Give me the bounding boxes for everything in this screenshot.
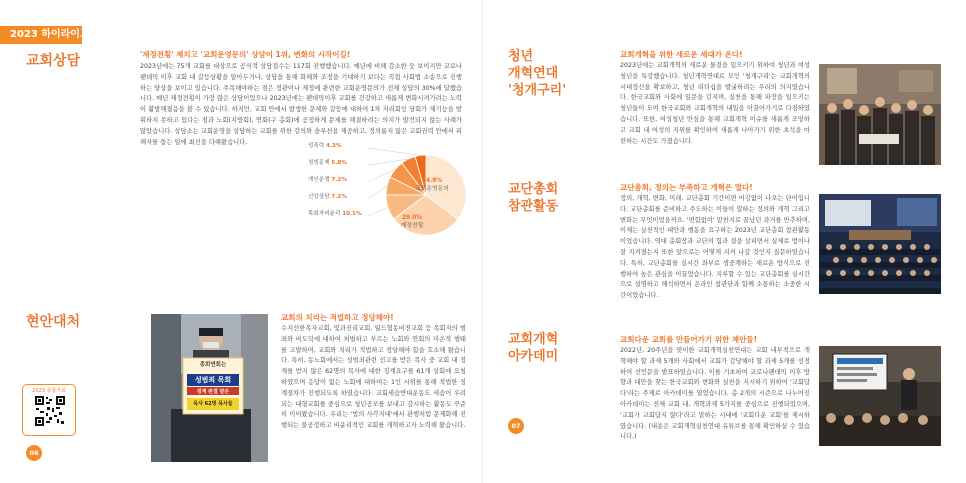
leader-line-7 [368, 148, 421, 155]
pie-label-2 [388, 215, 436, 230]
leader-line-3 [368, 207, 388, 216]
counsel-pie-chart [308, 133, 468, 263]
headline-academy: 교회다운 교회를 만들어가기 위한 제안들! [620, 335, 758, 344]
sign-line2: 성범죄 목회 [194, 376, 232, 384]
section-title-current: 현안대처 [26, 314, 81, 330]
pie-label-category: 재정전횡 [400, 222, 424, 229]
section-title-counsel: 교회상담 [26, 53, 81, 69]
body-counsel-bottom [140, 147, 305, 205]
legend-category: 신앙상담 [308, 194, 332, 200]
pie-svg [308, 133, 468, 263]
pie-label-1 [408, 178, 456, 193]
headline-current: 교회의 치리는 적법하고 정당해야! [281, 313, 394, 322]
pie-label-value: 29.0% [401, 215, 423, 221]
page-number-left: 06 [26, 445, 42, 461]
body-current: 수지선한목자교회, 빛과진리교회, 월드협동비전교회 등 목회자의 범죄와 비도덕에 대하여 처벌하고 부르는 노회와 연회의 미온적 행태를 고발하며, 교회와 치리가 적법하고 정당해야 함을 호소해 왔습니다. 특히, 동노회에서는 성범죄관련 선고를 받은 목사 중 교회 내 징계를 받지 않은 62명의 목사에 대한 징계요구를 61개 상회에 요청하였으며 응답이 없는 노회에 대하여는 1인 시위를 통해 적법한 징계절차가 진행되도록 하였습니다. 교회세습반대운동도 세습이 우려되는 대형교회를 중심으로 청년공모를 보내고 감시하는 활동도 꾸준히 이어왔습니다. 우리는 '법의 사각지대'에서 관행처럼 문제화해 진행되는 불공정하고 비윤리적인 교회를 개혁하고자 노력해 왔습니다. [281, 325, 466, 430]
legend-value: 4.3% [326, 143, 342, 149]
section-title-general: 교단총회 참관활동 [508, 182, 559, 214]
body-general: 정의, 개혁, 변화, 미래. 교단총회 기간이면 어김없이 나오는 단어입니다. 교단총회를 준비하고 주도하는 이들이 말하는 정의와 개혁 그리고 변화는 무엇이었을까요. '변함없이' 맡찬지로 끝났던 과거를 반추하며, 이제는 실천적인 대안과 행동을 요구하는 2023년 교단총회 참관활동이었습니다. 역대 총회장과 교단의 힘과 결을 살피면서 실제로 법이나 잘 지켜졌는지 또한 앞으로는 어떻게 지켜 나갈 것인지 질문하였습니다. 특히, 교단총회를 실시간 좌부로 생중계하는 새로운 방식으로 진행하여 높은 관심을 이끌었습니다. 지루할 수 있는 교단총회를 실시간으로 설명하고 해석하면서 온라인 참관단과 함께 소통하는 소중한 시간이었습니다. [620, 195, 810, 300]
pie-label-category: 교회운영문의 [415, 185, 449, 192]
protest-photo [151, 314, 268, 462]
legend-category: 목회자비윤리 [308, 211, 343, 217]
academy-lecture-photo [819, 346, 941, 446]
header-tag: 2023 하이라이트 [0, 26, 82, 44]
qr-label: 2023 종합자료 [32, 388, 66, 394]
youth-group-photo [819, 64, 941, 165]
pie-label-value: 34.8% [421, 178, 443, 184]
body-academy: 2022년, 20주년을 맞이한 교회개혁실천연대는 교회 내부적으로 개혁해야 할 과제 5개와 사회에서 교회가 감당해야 할 과제 5개를 선정하여 선언문을 발표하였습니다. 이를 기초하여 코로나팬데믹 이후 방향과 대안을 찾는 한국교회와 변화와 실천을 지시하기 위하여 '교회답다'라는 주제로 아카데미를 열었습니다. 총 2개의 시즌으로 나누어진 아카데미는 전체 교회 내, 개혁과제 5가지를 중심으로 진행되었으며, '교회가 교회답지 않다'라고 말하는 시대에 '교회다운 교회'를 제시하였습니다. (내용은 교회개혁실천연대 유튜브를 통해 확인하실 수 있습니다.) [620, 347, 810, 441]
body-counsel-top: 2023년에는 75개 교회를 대상으로 공식적 상담접수는 117회 진행했습니다. 예년에 비해 감소한 듯 보이지만 코로나 팬데믹 이후 교회 내 갈등상황을 알아두거나, 상담을 통해 화해와 조정을 기대하기 보다는 직접 사회법 소송으로 진행하는 양상을 보이고 있습니다. 주목해야하는 점은 정관이나 제정에 관련한 교회운영문의가 전체 상담의 30%에 달했습니다. 매년 재정전횡이 가장 많은 상담이었으나 2023년에는 팬데믹이후 교회를 건강하고 새롭게 변화시켜가려는 노력이 활발해졌음을 볼 수 있습니다. 하지만, 교회 안에서 발생한 문제와 갈등에 대하여 1차 지리회인 당회가 제기능을 발휘하지 못하고 있다는 점과 노회(지방회), 연회(구 총회)에 공정하게 문제를 해결하려는 의지가 발견되지 않는 사례가 많았습니다. 상담소는 교회운영을 상담하는 교회를 위한 강의와 솔루션을 제공하고, 정의롭지 않은 교회권력 안에서 피해자를 돕는 일에 최선을 다해왔습니다. [140, 63, 462, 146]
legend-category: 성폭력 [308, 143, 326, 149]
headline-youth: 교회개혁을 위한 새로운 세대가 온다! [620, 50, 743, 59]
legend-category: 개인분쟁 [308, 177, 332, 183]
section-title-academy: 교회개혁 아카데미 [508, 332, 559, 364]
page-number-right: 07 [508, 418, 524, 434]
headline-counsel: '재정전횡' 제치고 '교회운영문의' 상담이 1위, 변화의 시작이길! [140, 50, 351, 59]
legend-value: 5.8% [331, 160, 347, 166]
leader-line-4 [368, 186, 387, 199]
body-youth: 2023년에는 교회개혁의 새로운 물결을 일으키기 위하여 청년과 여성청년을 특강했습니다. 청년개혁연대로 모인 '청개구리'는 교회개혁의 시대정신을 확보하고, 청년 리더십을 발굴하려는 우리의 의지였습니다. 한국교회와 사회에 일문을 던지며, 실천을 통해 파장을 일으키는 청년들이 모여 한국교회와 교회개혁의 내일을 이끌어가기로 다짐하였습니다. 또한, 여성청년 안심을 통해 교회개혁 이슈를 새롭게 조망하고 교회 내 여성의 지위를 확인하여 새롭게 나아가기 위한 초석을 마련하는 시간도 가졌습니다. [620, 62, 810, 145]
section-title-youth: 청년 개혁연대 '청개구리' [508, 49, 567, 98]
legend-value: 7.2% [331, 194, 347, 200]
general-assembly-photo [819, 194, 941, 294]
qr-code-icon[interactable] [35, 396, 65, 426]
right-page [483, 0, 966, 483]
sign-line3: 징계 판결 받은 [196, 389, 230, 395]
legend-value: 10.1% [342, 211, 362, 217]
sign-line1: 총회연회는 [199, 362, 227, 368]
sign-line4: 목사 62명 목사들 [193, 401, 233, 407]
legend-value: 7.2% [331, 177, 347, 183]
qr-box[interactable] [22, 384, 76, 436]
headline-general: 교단총회, 정의는 부족하고 개혁은 멀다! [620, 183, 753, 192]
legend-category: 청빙문제 [308, 160, 332, 166]
